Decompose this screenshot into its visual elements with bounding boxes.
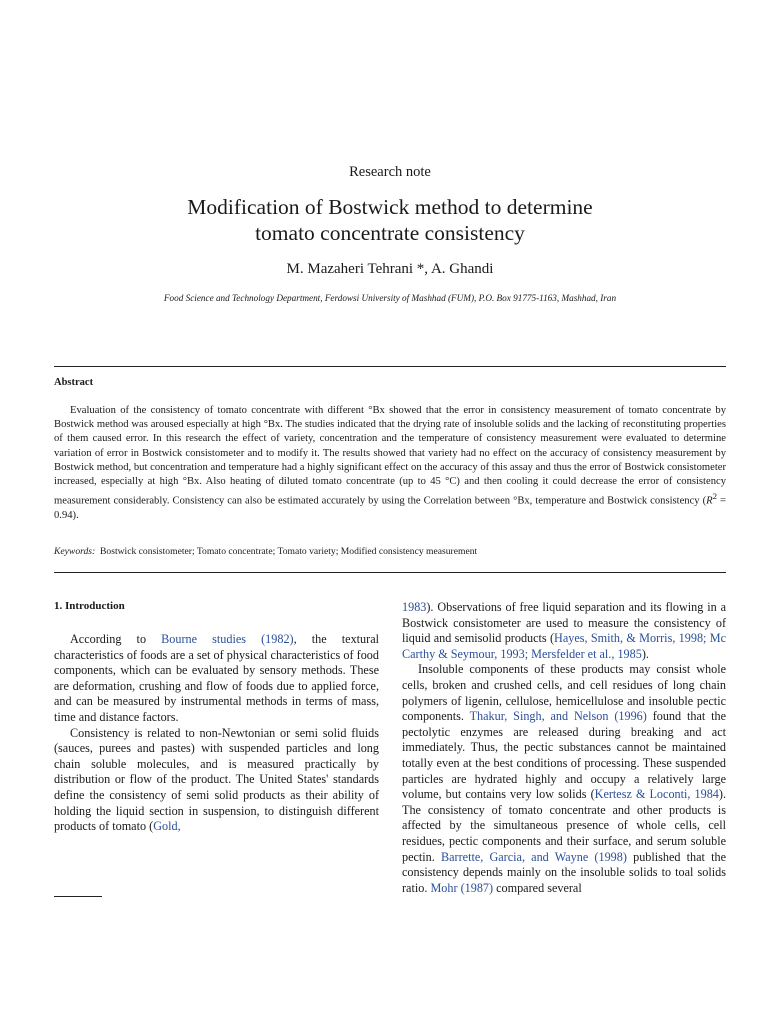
paragraph-text: ).	[641, 646, 649, 661]
paragraph-text: Insoluble components of these products may consist whole cells, broken and crushed cells, and cell residues of long chain polymers of ligenin, cellulose, hemicellulose and insoluble pectic components.	[402, 662, 726, 724]
citation-link[interactable]: Barrette, Garcia, and Wayne (1998)	[441, 849, 627, 864]
intro-paragraph-3	[402, 662, 726, 896]
intro-paragraph-2	[54, 726, 379, 835]
citation-link[interactable]: Gold,	[153, 819, 181, 834]
intro-paragraph-2-continued	[402, 600, 726, 662]
paragraph-text: Consistency is related to non-Newtonian or semi solid fluids (sauces, purees and pastes) with suspended particles and long chain soluble molecules, and is measured practically by distribution or flow of the product. The United States' standards define the consistency of semi solid products as their ability of holding the liquid section in suspension, to distinguish different products of tomato (	[54, 725, 379, 834]
citation-link[interactable]: Mohr (1987)	[430, 880, 494, 895]
r-squared-value: = 0.94).	[54, 495, 726, 521]
paragraph-text: compared several	[493, 880, 582, 895]
abstract-heading: Abstract	[54, 377, 94, 388]
paragraph-text: ). Observations of free liquid separation and its flowing in a Bostwick consistometer are used to measure the consistency of liquid and semisolid products (	[402, 600, 726, 646]
paragraph-text: ). The consistency of tomato concentrate and other products is affected by the simultaneous presence of whole cells, cell residues, pectic components and their surface, and serum soluble pectin.	[402, 787, 727, 864]
abstract-top-divider	[54, 366, 726, 367]
abstract-bottom-divider	[54, 572, 726, 573]
r-squared-exponent: 2	[712, 491, 718, 502]
paragraph-text: , the textural characteristics of foods are a set of physical characteristics of food components, which can be evaluated by sensory methods. These are deformation, crushing and flow of foods due to applied force, and can be measured by instrumental methods in terms of mass, time and distance factors.	[54, 632, 379, 724]
footnote-divider	[54, 896, 102, 897]
citation-link[interactable]: 1983	[402, 600, 427, 614]
paragraph-text: found that the pectolytic enzymes are released during breaking and act immediately. Thus, the pectic substances cannot be maintained totally even at the best conditions of processing. These suspended particles are hydrated highly and occupy a relatively large volume, but contains very low solids (	[402, 709, 726, 802]
citation-link[interactable]: Thakur, Singh, and Nelson (1996)	[469, 709, 647, 724]
citation-link[interactable]: Bourne studies (1982)	[161, 632, 294, 646]
left-column	[54, 600, 379, 835]
author-list: M. Mazaheri Tehrani *, A. Ghandi	[286, 261, 494, 277]
title-line-2: tomato concentrate consistency	[255, 221, 525, 245]
article-type: Research note	[349, 164, 431, 180]
abstract-body: Evaluation of the consistency of tomato concentrate with different °Bx showed that the error in consistency measurement of tomato concentrate by Bostwick method was aroused especially at high °Bx. The studies indicated that the drying rate of insoluble solids and the lacking of reconstituting properties of them caused error. In this research the effect of variety, concentration and the temperature of consistency measurement were evaluated to determine variation of error in Bostwick consistometer and to modify it. The results showed that variety had no effect on the accuracy of consistency measurement by Bostwick method, but concentration and temperature had a highly significant effect on the accuracy of this assay and thus the error of Bostwick consistometer increased, especially at high °Bx. Also heating of diluted tomato concentrate (up to 45 °C) and then cooling it could decrease the error of consistency measurement considerably. Consistency can also be estimated accurately by using the Correlation between °Bx, temperature and Bostwick consistency (	[54, 405, 726, 507]
section-heading-introduction: 1. Introduction	[54, 600, 125, 612]
title-line-1: Modification of Bostwick method to determine	[187, 195, 593, 219]
author-affiliation: Food Science and Technology Department, Ferdowsi University of Mashhad (FUM), P.O. Box 91775-1163, Mashhad, Iran	[163, 293, 617, 303]
paragraph-text: According to	[70, 632, 162, 646]
keywords-line	[54, 546, 726, 557]
keywords-label: Keywords:	[54, 546, 96, 557]
abstract-text	[54, 404, 726, 523]
intro-paragraph-1	[54, 632, 379, 726]
right-column	[402, 600, 726, 896]
citation-link[interactable]: Kertesz & Loconti, 1984	[594, 787, 719, 802]
keywords-text: Bostwick consistometer; Tomato concentrate; Tomato variety; Modified consistency measurement	[100, 546, 478, 557]
article-title	[0, 194, 768, 246]
citation-link[interactable]: Hayes, Smith, & Morris, 1998; Mc Carthy & Seymour, 1993; Mersfelder et al., 1985	[402, 631, 726, 661]
paragraph-text: published that the consistency depends mainly on the insoluble solids to toal solids ratio.	[402, 849, 727, 895]
r-squared-symbol: R	[706, 495, 713, 507]
